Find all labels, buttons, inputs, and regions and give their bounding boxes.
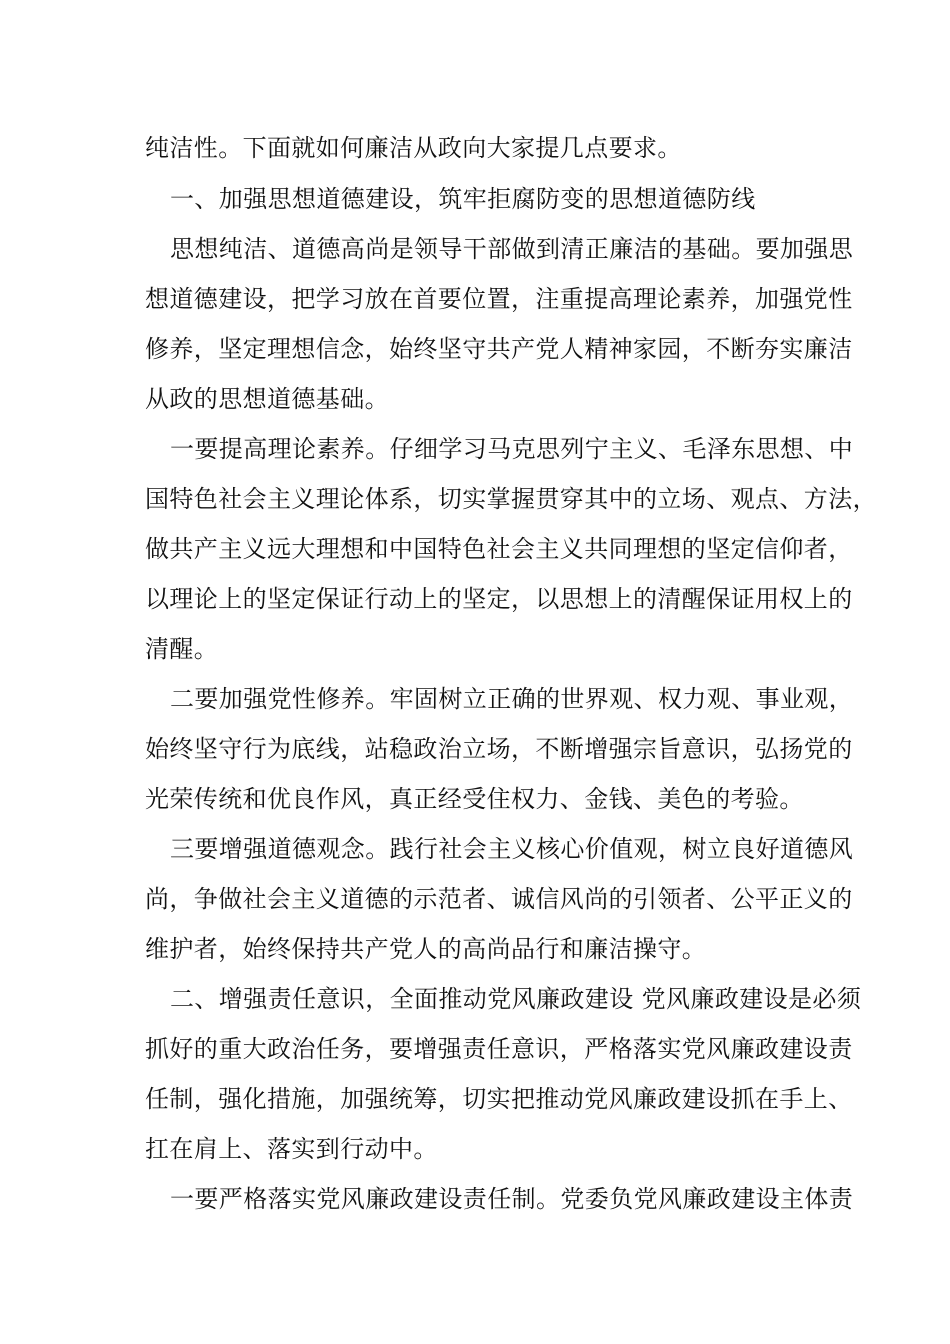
- text-line: 做共产主义远大理想和中国特色社会主义共同理想的坚定信仰者，: [145, 535, 853, 563]
- text-line: 从政的思想道德基础。: [145, 385, 389, 413]
- text-line: 修养，坚定理想信念，始终坚守共产党人精神家园，不断夯实廉洁: [145, 335, 853, 363]
- text-line: 三要增强道德观念。践行社会主义核心价值观，树立良好道德风: [170, 835, 854, 863]
- text-line: 扛在肩上、落实到行动中。: [145, 1135, 438, 1163]
- text-line: 始终坚守行为底线，站稳政治立场，不断增强宗旨意识，弘扬党的: [145, 735, 853, 763]
- section-heading: 一、加强思想道德建设，筑牢拒腐防变的思想道德防线: [170, 185, 756, 213]
- text-line: 国特色社会主义理论体系，切实掌握贯穿其中的立场、观点、方法，: [145, 485, 877, 513]
- text-line: 尚，争做社会主义道德的示范者、诚信风尚的引领者、公平正义的: [145, 885, 853, 913]
- text-line: 思想纯洁、道德高尚是领导干部做到清正廉洁的基础。要加强思: [170, 235, 854, 263]
- section-heading: 二、增强责任意识，全面推动党风廉政建设 党风廉政建设是必须: [170, 985, 862, 1013]
- text-line: 二要加强党性修养。牢固树立正确的世界观、权力观、事业观，: [170, 685, 854, 713]
- text-line: 纯洁性。下面就如何廉洁从政向大家提几点要求。: [145, 134, 682, 162]
- text-line: 一要提高理论素养。仔细学习马克思列宁主义、毛泽东思想、中: [170, 435, 854, 463]
- text-line: 光荣传统和优良作风，真正经受住权力、金钱、美色的考验。: [145, 785, 804, 813]
- text-line: 想道德建设，把学习放在首要位置，注重提高理论素养，加强党性: [145, 285, 853, 313]
- text-line: 维护者，始终保持共产党人的高尚品行和廉洁操守。: [145, 935, 707, 963]
- text-line: 抓好的重大政治任务，要增强责任意识，严格落实党风廉政建设责: [145, 1035, 853, 1063]
- text-line: 以理论上的坚定保证行动上的坚定，以思想上的清醒保证用权上的: [145, 585, 853, 613]
- text-line: 一要严格落实党风廉政建设责任制。党委负党风廉政建设主体责: [170, 1185, 854, 1213]
- text-line: 清醒。: [145, 635, 219, 663]
- text-line: 任制，强化措施，加强统筹，切实把推动党风廉政建设抓在手上、: [145, 1085, 853, 1113]
